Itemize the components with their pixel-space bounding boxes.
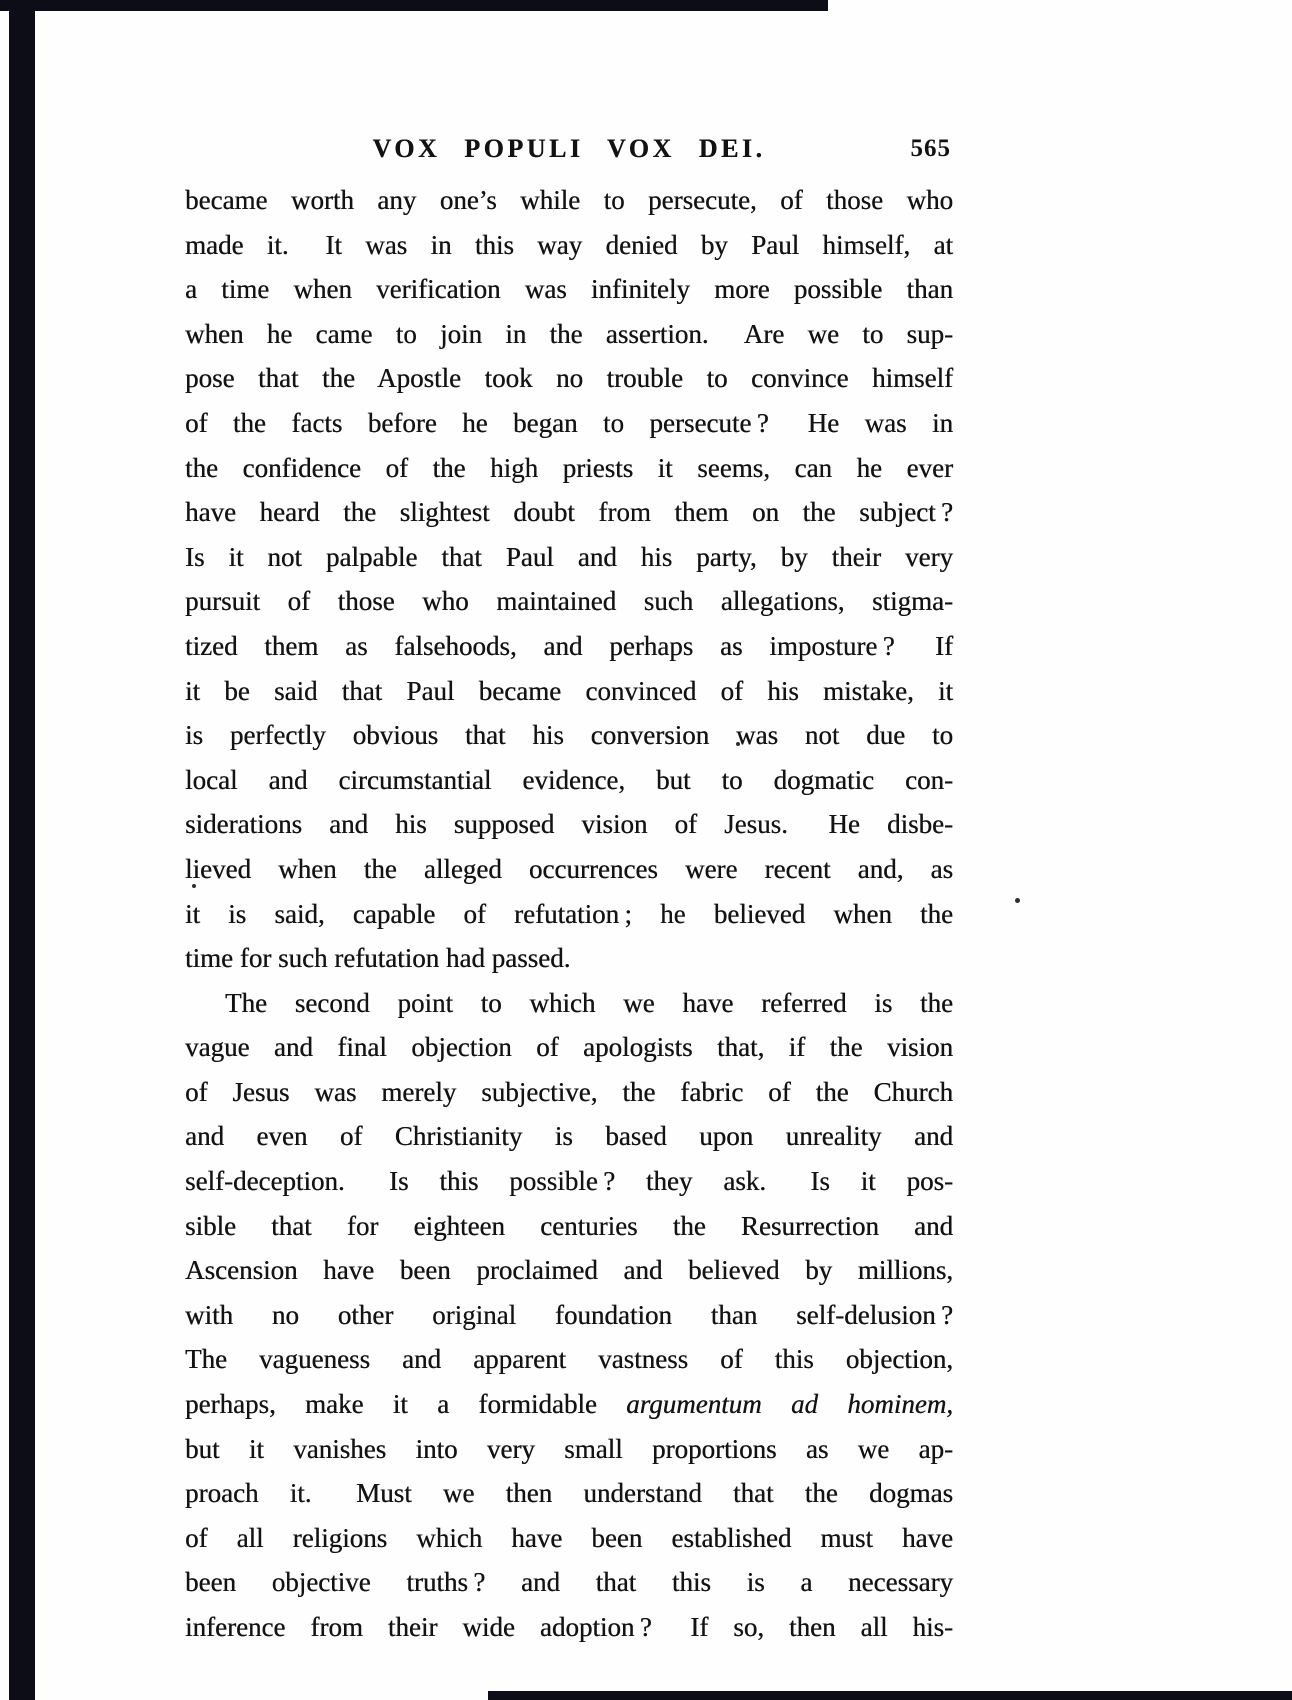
text-line: The vagueness and apparent vastness of this objection, [185,1344,953,1375]
text-line: a time when verification was infinitely more possible than [185,274,953,305]
text-line: the confidence of the high priests it seems, can he ever [185,452,953,483]
text-line: sible that for eighteen centuries the Resurrection and [185,1210,953,1241]
page-number: 565 [910,135,951,162]
text-line: of all religions which have been established must have [185,1522,953,1553]
text-line: vague and final objection of apologists that, if the vision [185,1032,953,1063]
text-line: siderations and his supposed vision of Jesus. He disbe- [185,809,953,840]
text-line: with no other original foundation than self-delusion ? [185,1299,953,1330]
text-line: have heard the slightest doubt from them on the subject ? [185,497,953,528]
text-line: but it vanishes into very small proportions as we ap- [185,1433,953,1464]
text-line: it be said that Paul became convinced of his mistake, it [185,675,953,706]
text-line: time for such refutation had passed. [185,943,571,974]
scan-border-left [9,0,35,1700]
text-line: became worth any one’s while to persecute, of those who [185,185,953,215]
text-line: when he came to join in the assertion. Are we to sup- [185,318,953,349]
ink-speck [1015,898,1020,903]
running-header-title: VOX POPULI VOX DEI. [372,134,766,163]
text-line: tized them as falsehoods, and perhaps as imposture ? If [185,630,953,661]
text-line: self-deception. Is this possible ? they ask. Is it pos- [185,1166,953,1197]
scan-border-bottom [488,1691,1292,1700]
text-line: inference from their wide adoption ? If so, then all his- [185,1612,953,1642]
text-line: proach it. Must we then understand that the dogmas [185,1478,953,1509]
text-line: pose that the Apostle took no trouble to convince himself [185,363,953,394]
text-line: Ascension have been proclaimed and believed by millions, [185,1255,953,1286]
text-line: lieved when the alleged occurrences were recent and, as [185,853,953,884]
text-line: pursuit of those who maintained such allegations, stigma- [185,586,953,617]
text-line: and even of Christianity is based upon unreality and [185,1121,953,1152]
scan-border-top [0,0,828,11]
text-line: local and circumstantial evidence, but to dogmatic con- [185,764,953,795]
running-header [185,134,953,166]
text-line: of the facts before he began to persecute ? He was in [185,407,953,438]
text-line: made it. It was in this way denied by Paul himself, at [185,229,953,260]
text-line: been objective truths ? and that this is a necessary [185,1567,953,1598]
text-line: of Jesus was merely subjective, the fabric of the Church [185,1076,953,1107]
page-body [185,178,953,1650]
text-line: it is said, capable of refutation ; he believed when the [185,898,953,929]
text-line: is perfectly obvious that his conversion was not due to [185,720,953,751]
text-line: perhaps, make it a formidable argumentum ad hominem, [185,1389,953,1420]
text-line: Is it not palpable that Paul and his party, by their very [185,541,953,572]
text-line: The second point to which we have referred is the [225,987,953,1018]
